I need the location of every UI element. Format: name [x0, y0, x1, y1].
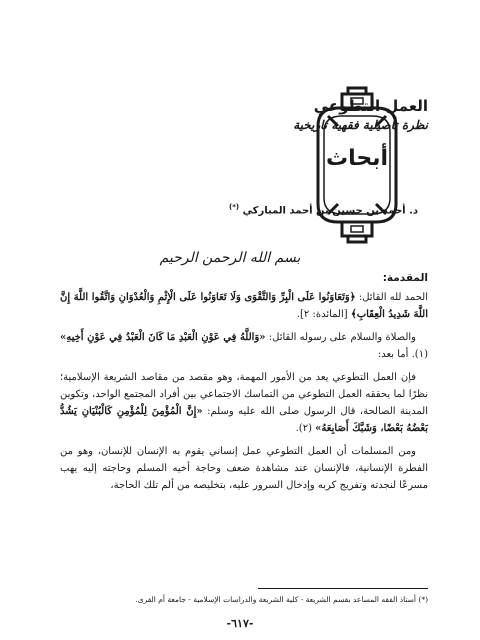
page-number: -٦١٧-: [226, 617, 254, 630]
emblem-word: أبحاث: [325, 146, 389, 171]
article-subtitle: نظرة تأصيلية فقهية تاريخية: [293, 118, 428, 132]
basmala: بسم الله الرحمن الرحيم: [159, 250, 301, 266]
paragraph-4: ومن المسلمات أن العمل التطوعي عمل إنساني يقوم به الإنسان للإنسان، وهو من الفطرة الإنسانية، فالإنسان عند مشاهدة ضعف وحاجة أخيه المسلم وحاجته إليه يهب مسرعًا لنجدته وتفريج كربه وإدخال السرور عليه، بتخليصه من ألم تلك الحاجة،: [60, 446, 428, 491]
article-title: العمل التطوعي: [313, 97, 428, 115]
author-line: [78, 200, 418, 218]
p3-text: فإن العمل التطوعي يعد من الأمور المهمة، وهو مقصد من مقاصد الشريعة الإسلامية؛ نظرًا لما يحققه العمل التطوعي من التماسك الاجتماعي بين أفراد المجتمع الواحد، وتكوين المدينة الصالحة، قال الرسول صلى الله عليه وسلم:: [60, 372, 428, 417]
quran-verse: ﴿وَتَعَاوَنُوا عَلَى الْبِرِّ وَالتَّقْوَى وَلَا تَعَاوَنُوا عَلَى الْإِثْمِ وَالْعُدْوَانِ وَاتَّقُوا اللَّهَ إِنَّ اللَّهَ شَدِيدُ الْعِقَابِ﴾: [60, 292, 428, 320]
hadith-quote-1: «وَاللَّهُ فِي عَوْنِ الْعَبْدِ مَا كَانَ الْعَبْدُ فِي عَوْنِ أَخِيهِ»: [60, 332, 266, 343]
p2-end: (١). أما بعد:: [377, 349, 428, 360]
paragraph-2: [60, 329, 428, 363]
verse-reference: [المائدة: ٢].: [296, 309, 348, 320]
p2-intro: والصلاة والسلام على رسوله القائل:: [265, 332, 416, 343]
p3-end: (٢).: [295, 423, 312, 434]
paragraph-1: [60, 289, 428, 323]
section-heading: المقدمة:: [382, 272, 428, 284]
body-text: [60, 270, 428, 500]
paragraph-3: [60, 369, 428, 437]
author-name: د. أحمد بن حسين بن أحمد المباركي: [242, 205, 418, 217]
hadith-quote-2: «إِنَّ الْمُؤْمِنَ لِلْمُؤْمِنِ كَالْبُنْيَانِ يَشُدُّ بَعْضُهُ بَعْضًا، وَشَبَّكَ أَصَابِعَهُ»: [60, 406, 428, 434]
p1-intro: الحمد لله القائل:: [355, 292, 428, 303]
section-emblem: [298, 86, 416, 244]
author-footnote-mark: (*): [229, 203, 240, 211]
footnote: (*) أستاذ الفقه المساعد بقسم الشريعة - كلية الشريعة والدراسات الإسلامية - جامعة أم القرى.: [135, 595, 428, 604]
footnote-rule: [258, 588, 428, 589]
